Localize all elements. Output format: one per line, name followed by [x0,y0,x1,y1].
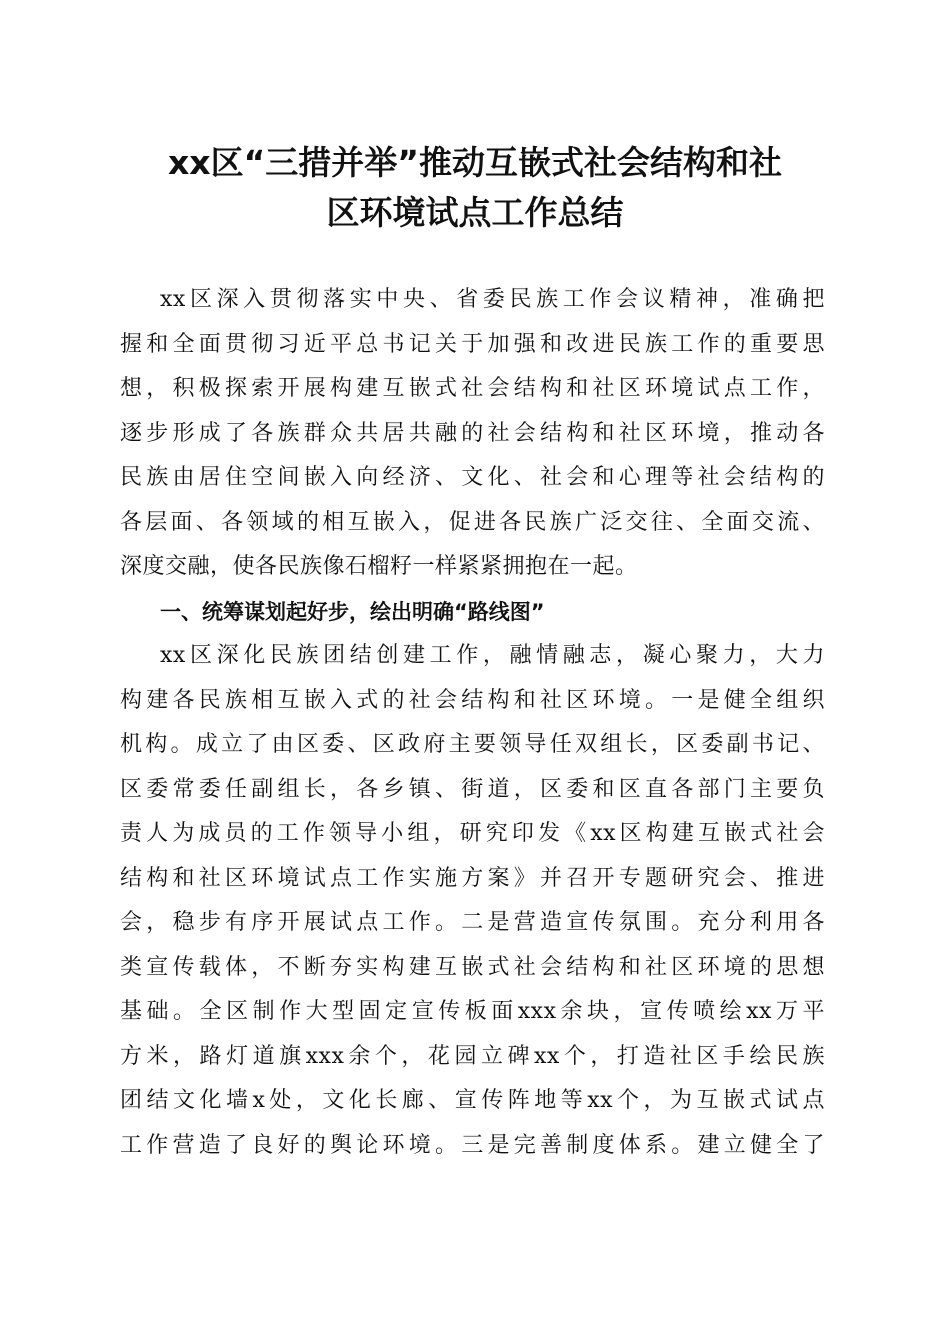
intro-line: 民族由居住空间嵌入向经济、文化、社会和心理等社会结构的 [120,465,825,490]
section-line: 责人为成员的工作领导小组，研究印发《xx区构建互嵌式社会 [120,821,825,846]
intro-line: 握和全面贯彻习近平总书记关于加强和改进民族工作的重要思 [120,331,825,357]
section-line: 区委常委任副组长，各乡镇、街道，区委和区直各部门主要负 [120,776,825,802]
title-line-1: xx区“三措并举”推动互嵌式社会结构和社 [168,143,782,182]
intro-line: 逐步形成了各族群众共居共融的社会结构和社区环境，推动各 [120,420,825,446]
intro-line: xx区深入贯彻落实中央、省委民族工作会议精神，准确把 [160,287,825,312]
section-line: 会，稳步有序开展试点工作。二是营造宣传氛围。充分利用各 [120,910,825,935]
section-line: 构建各民族相互嵌入式的社会结构和社区环境。一是健全组织 [120,687,825,713]
section-line: 团结文化墙x处，文化长廊、宣传阵地等xx个，为互嵌式试点 [120,1088,825,1113]
intro-line: 想，积极探索开展构建互嵌式社会结构和社区环境试点工作， [120,376,825,401]
section-line: 工作营造了良好的舆论环境。三是完善制度体系。建立健全了 [120,1132,825,1158]
section-line: xx区深化民族团结创建工作，融情融志，凝心聚力，大力 [160,643,825,668]
section-line: 机构。成立了由区委、区政府主要领导任双组长，区委副书记、 [120,732,825,757]
section-line: 类宣传载体，不断夯实构建互嵌式社会结构和社区环境的思想 [120,954,825,980]
document-title [100,138,850,238]
section-line: 结构和社区环境试点工作实施方案》并召开专题研究会、推进 [120,865,825,891]
document-body [120,278,825,1168]
section-line: 基础。全区制作大型固定宣传板面xxx余块，宣传喷绘xx万平 [120,999,825,1024]
title-line-2: 区环境试点工作总结 [326,193,624,232]
intro-line: 深度交融，使各民族像石榴籽一样紧紧拥抱在一起。 [120,554,638,579]
intro-line: 各层面、各领域的相互嵌入，促进各民族广泛交往、全面交流、 [120,509,825,535]
section-line: 方米，路灯道旗xxx余个，花园立碑xx个，打造社区手绘民族 [120,1043,825,1069]
section-heading: 一、统筹谋划起好步，绘出明确“路线图” [160,599,545,624]
